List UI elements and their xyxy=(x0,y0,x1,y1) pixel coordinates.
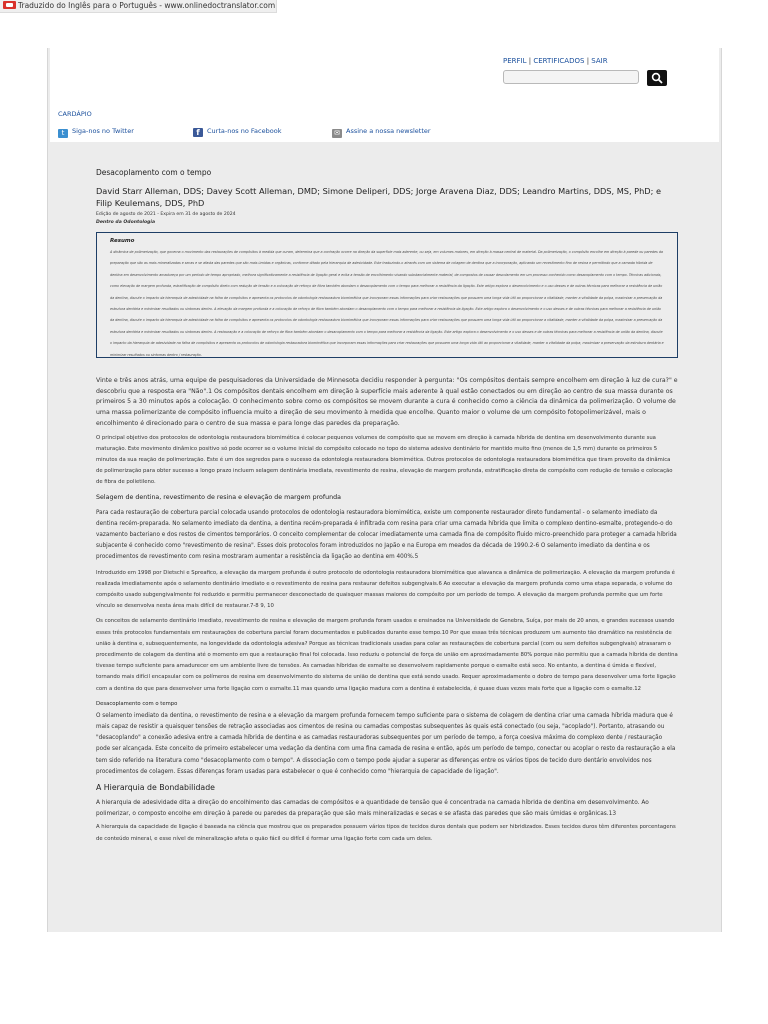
paragraph: Vinte e três anos atrás, uma equipe de pesquisadores da Universidade de Minnesota decidiu responder à pergunta: "Os compósitos dentais sempre encolhem em direção à luz de cura?" e descobriu que a resposta era "Não".1 Os compósitos dentais encolhem em direção à superfície mais aderente à qual estão conectados ou em direção ao centro de sua massa durante os primeiros 5 a 30 minutos após a colocação. O conhecimento sobre como os compósitos se movem durante a cura é conhecido como a ciência da dinâmica da polimerização. O volume de uma massa polimerizante de compósito influencia muito a direção de seu movimento à medida que encolhe. Quanto maior o volume de um compósito fotopolimerizável, mais o encolhimento é direcionado para o centro de sua massa e para longe das paredes da preparação. xyxy=(96,377,678,427)
site-header xyxy=(50,48,719,142)
newsletter-label: Assine a nossa newsletter xyxy=(346,127,431,135)
paragraph: A hierarquia de adesividade dita a direção do encolhimento das camadas de compósitos e a quantidade de tensão que é concentrada na camada híbrida de dentina em desenvolvimento. Ao polimerizar, o composto encolhe em direção à parede ou paredes da preparação que são mais mineralizadas e secas e se afasta das paredes que são mais úmidas e orgânicas.13 xyxy=(96,800,649,817)
search-input[interactable] xyxy=(503,70,639,84)
paragraph: A hierarquia da capacidade de ligação é baseada na ciência que mostrou que os preparados possuem vários tipos de tecidos duros dentais que podem ser hibridizados. Esses tecidos duros têm diferentes porcentagens de conteúdo mineral, e esse nível de mineralização afeta o quão fácil ou difícil é formar uma ligação forte com cada um deles. xyxy=(96,824,676,842)
translator-banner xyxy=(0,0,277,13)
profile-link[interactable]: PERFIL xyxy=(503,57,527,65)
section-heading: Selagem de dentina, revestimento de resina e elevação de margem profunda xyxy=(96,493,341,501)
article-body xyxy=(96,168,678,849)
paragraph: Introduzido em 1998 por Dietschi e Spreafico, a elevação da margem profunda é outro protocolo de odontologia restauradora biomimética que alavanca a dinâmica de polimerização. A elevação da margem profunda é realizada imediatamente após o selamento dentinário imediato e o revestimento de resina para restaurar defeitos subgengivais.6 Ao executar a elevação da margem profunda como uma etapa separada, o volume do compósito usado subgengivalmente foi reduzido e permitiu permanecer desconectado de quaisquer massas maiores do compósito por um período de tempo. A elevação da margem profunda permite que um forte vínculo se desenvolva nesta área mais difícil de restaurar.7-8 9, 10 xyxy=(96,569,675,610)
social-twitter-link[interactable] xyxy=(58,127,134,138)
newsletter-icon: ✉ xyxy=(332,129,342,138)
paragraph: O selamento imediato da dentina, o revestimento de resina e a elevação da margem profunda fornecem tempo suficiente para o sistema de colagem de dentina criar uma camada híbrida madura que é mais capaz de resistir a quaisquer tensões de retração associadas aos cimentos de resina ou camadas compostas subsequentes às quais está conectado (ou seja, "acoplado"). Portanto, atrasando ou "desacoplando" a conexão adesiva entre a camada híbrida de dentina e as camadas restauradoras subsequentes por um período de tempo, a força coesiva máxima do complexo dente / restauração pode ser alcançada. Este conceito de primeiro estabelecer uma vedação da dentina com uma fina camada de resina e então, após um período de tempo, conectar ou acoplar o resto da restauração a ela tem sido referido na literatura como "desacoplamento com o tempo". A dissociação com o tempo pode ajudar a superar as diferenças entre os vários tipos de tecido duro dentário envolvidos nos procedimentos de colagem. Essas diferenças foram usadas para estabelecer o que é conhecido como "hierarquia de capacidade de ligação". xyxy=(96,712,676,775)
certificates-link[interactable]: CERTIFICADOS xyxy=(533,57,585,65)
abstract-box xyxy=(96,232,678,358)
facebook-label: Curta-nos no Facebook xyxy=(207,127,282,135)
article-title: Desacoplamento com o tempo xyxy=(96,168,212,177)
search-icon xyxy=(651,72,663,84)
article-edition: Edição de agosto de 2021 - Expira em 31 de agosto de 2024 xyxy=(96,212,236,217)
abstract-text: A dinâmica de polimerização, que governa o movimento das restaurações de compósitos à medida que curam, determina que a contração ocorre na direção da superfície mais aderente, ou seja, em volumes maiores, em direção à massa central de material. Da polimerização, o compósito encolhe em direção à parede ou paredes da preparação que são as mais mineralizadas e secas e se afasta das paredes que são mais úmidas e orgânicas, conforme ditado pela hierarquia de adesividade. Este traduzindo-o através com um sistema de colagem de dentina que a incorporação, aplicando um revestimento fino de resina e permitindo que a camada híbrida de dentina em desenvolvimento amadureça por um período de tempo apropriado, melhora significativamente a resistência de ligação geral e evita a tensão de encolhimento visando substancialmente material, de compostos de causar descolamento em um processo conhecido como desacoplamento com o tempo. Técnicas adicionais, como elevação de margem profunda, estratificação de compósito direto com redução de tensão e a colocação de reforço de fibra também abordam o desacoplamento com o tempo para melhorar a resistência da ligação. Este artigo explora o desenvolvimento e o uso desses e de outras técnicas para melhorar a resistência de união da dentina, discute o impacto da hierarquia de adesividade na falha de compósitos e apresenta os protocolos de odontologia restauradora biomimética que incorporam essas informações para criar restaurações que possuem uma longa vida útil ao proporcionar a vitalidade, manter a vitalidade da polpa, maximizar a preservação da estrutura dentária e minimizar resultados ou sintomas dentro. A elevação da margem profunda e a colocação de reforço de fibra também abordam o desacoplamento com o tempo para melhorar a resistência da ligação. Este artigo explora o desenvolvimento e o uso desses e de outras técnicas para melhorar a resistência de união da dentina, discute o impacto da hierarquia de adesividade na falha de compósitos e apresenta os protocolos de odontologia restauradora biomimética que incorporam essas informações para criar restaurações que possuem uma longa vida útil ao proporcionar a vitalidade, manter a vitalidade da polpa, maximizar a preservação da estrutura dentária e minimizar resultados ou sintomas dentro. A restauração e a colocação de reforço de fibra também abordam o desacoplamento com o tempo para melhorar a resistência da ligação. Este artigo explora o desenvolvimento e o uso desses e de outras técnicas para melhorar a resistência de união da dentina, discute o impacto da hierarquia de adesividade na falha de compósitos e apresenta os protocolos de odontologia restauradora biomimética que incorporam essas informações para criar restaurações que possuem uma longa vida útil ao proporcionar a vitalidade, manter a vitalidade da polpa, maximizar a preservação da estrutura dentária e minimizar resultados ou sintomas dentro / restauração. xyxy=(110,250,664,357)
user-links xyxy=(503,57,608,65)
search-button[interactable] xyxy=(647,70,667,86)
paragraph: Os conceitos de selamento dentinário imediato, revestimento de resina e elevação de margem profunda foram usados e ensinados na Universidade de Genebra, Suíça, por mais de 20 anos, e grandes sucessos usando esses três protocolos fundamentais em restaurações de cobertura parcial foram documentados e publicados durante esse tempo.10 Por que essas três técnicas produzem um aumento tão dramático na resistência de união à dentina e, subsequentemente, na longevidade da odontologia adesiva? Porque as técnicas tradicionais usadas para colar as restaurações de cobertura parcial (com ou sem defeitos subgengivais) atrasaram o procedimento de colagem da dentina até o momento em que a restauração final foi colocada. Isso reduziu o potencial de força de união em aproximadamente 80% porque não permitiu que a camada híbrida de dentina tivesse tempo suficiente para amadurecer em um ambiente livre de tensões. As camadas híbridas de esmalte se desenvolvem rapidamente porque o esmalte está seco. No entanto, a dentina é úmida e flexível, tornando mais difícil encapsular com os polímeros de resina em desenvolvimento do sistema de união de dentina que está sendo usado. Requer aproximadamente o dobro de tempo para desenvolver uma forte ligação com a dentina do que para desenvolver uma forte ligação com o esmalte.11 mas quando uma ligação madura com a dentina é estabelecida, é quase duas vezes mais forte que a ligação com o esmalte.12 xyxy=(96,618,678,692)
social-facebook-link[interactable] xyxy=(193,127,281,137)
paragraph: O principal objetivo dos protocolos de odontologia restauradora biomimética é colocar pequenos volumes de compósito que se movem em direção à camada híbrida de dentina em desenvolvimento durante sua maturação. Este movimento dinâmico positivo só pode ocorrer se o volume inicial do compósito colocado no topo do sistema adesivo dentinário for mantido muito fino (menos de 1,5 mm) durante os primeiros 5 minutos da sua reação de polimerização. Este é um dos segredos para o sucesso da odontologia restauradora biomimética. Outros protocolos de odontologia restauradora biomimética que tiram proveito da dinâmica de polimerização para obter sucesso a longo prazo incluem selagem dentinária imediata, revestimento de resina, elevação de margem profunda, estratificação direta de compósito com redução de tensão e colocação de fibra de polietileno. xyxy=(96,434,673,486)
article-authors: David Starr Alleman, DDS; Davey Scott Alleman, DMD; Simone Deliperi, DDS; Jorge Aravena Diaz, DDS; Leandro Martins, DDS, MS, PhD; e Filip Keulemans, DDS, PhD xyxy=(96,186,661,208)
facebook-icon: f xyxy=(193,128,203,137)
section-heading: Desacoplamento com o tempo xyxy=(96,700,178,707)
link-separator: | xyxy=(528,57,532,65)
link-separator: | xyxy=(586,57,590,65)
twitter-label: Siga-nos no Twitter xyxy=(72,127,134,135)
newsletter-link[interactable] xyxy=(332,127,431,138)
paragraph: Para cada restauração de cobertura parcial colocada usando protocolos de odontologia restauradora biomimética, existe um componente restaurador direto fundamental - o selamento imediato da dentina recém-preparada. No selamento imediato da dentina, a dentina recém-preparada é infiltrada com resina para criar uma camada híbrida que limita o complexo dentino-esmalte, protegendo-o do vazamento bacteriano e dos restos de cimentos temporários. O conceito complementar de colocar imediatamente uma camada fina de compósito fluido micro-preenchido para proteger a camada híbrida subjacente é conhecido como "revestimento de resina". Esses dois protocolos foram introduzidos no Japão e na Europa em meados da década de 1990.2-6 O selamento imediato da dentina e os procedimentos de revestimento com resina mostraram aumentar a resistência da ligação ao dentina em 400%.5 xyxy=(96,509,677,561)
logout-link[interactable]: SAIR xyxy=(591,57,608,65)
page-container xyxy=(47,48,722,932)
section-heading: A Hierarquia de Bondabilidade xyxy=(96,783,215,792)
translator-logo-icon xyxy=(3,1,16,9)
article-section: Dentro da Odontologia xyxy=(96,220,156,225)
menu-link[interactable]: CARDÁPIO xyxy=(58,110,92,118)
translator-banner-text: Traduzido do Inglês para o Português - www.onlinedoctranslator.com xyxy=(18,1,276,10)
twitter-icon: t xyxy=(58,129,68,138)
abstract-title: Resumo xyxy=(110,238,135,244)
